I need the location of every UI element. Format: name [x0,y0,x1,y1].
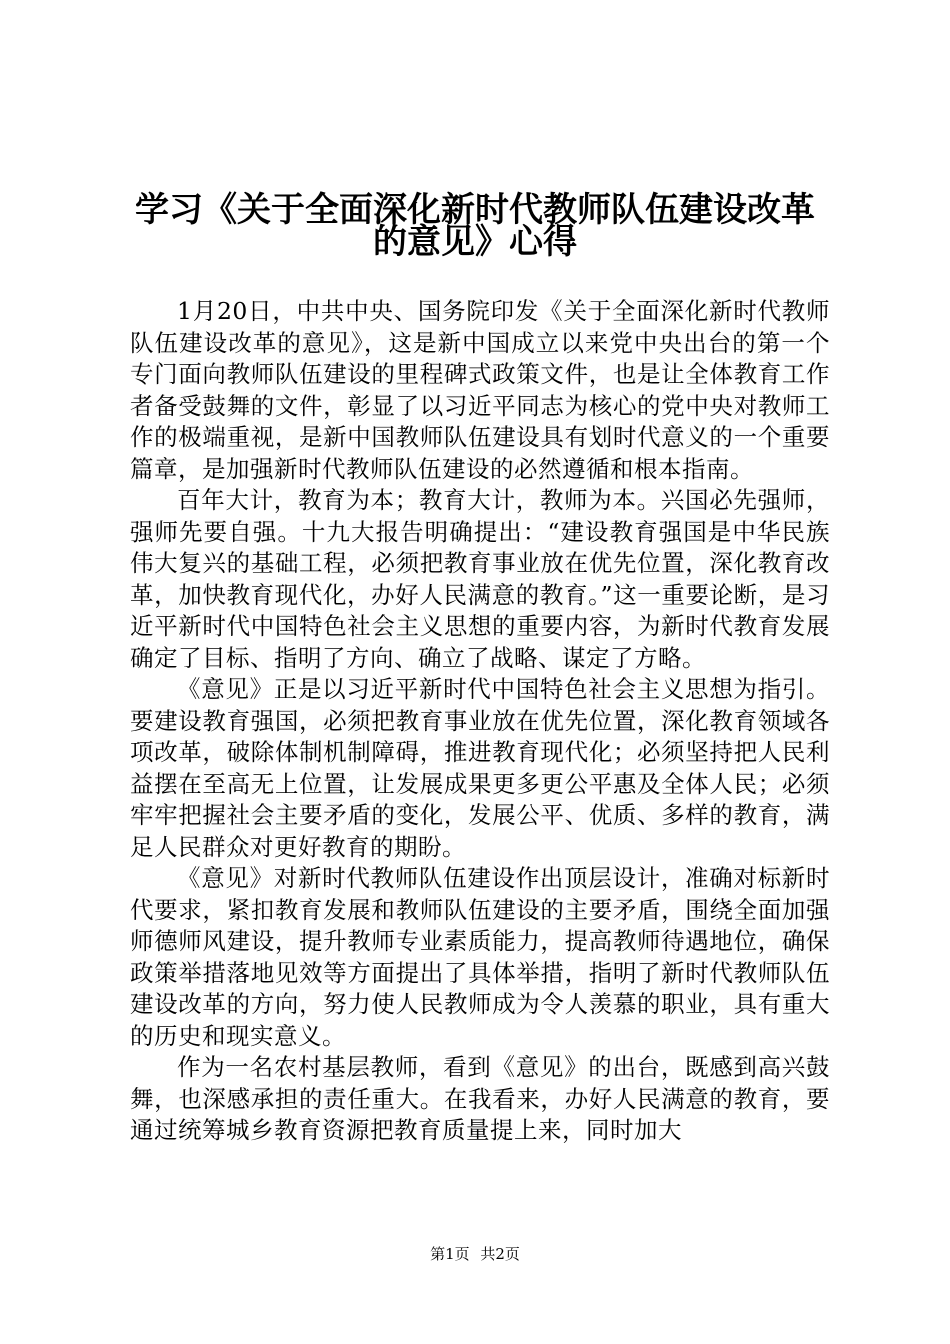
document-title-line-2: 的意见》心得 [373,222,577,262]
page-number: 第1页 [430,1245,470,1263]
document-body [130,296,830,1147]
body-paragraph: 《意见》对新时代教师队伍建设作出顶层设计，准确对标新时代要求，紧扣教育发展和教师队伍建设的主要矛盾，围绕全面加强师德师风建设，提升教师专业素质能力，提高教师待遇地位，确保政策举措落地见效等方面提出了具体举措，指明了新时代教师队伍建设改革的方向，努力使人民教师成为令人羡慕的职业，具有重大的历史和现实意义。 [130,864,830,1050]
body-paragraph: 1月20日，中共中央、国务院印发《关于全面深化新时代教师队伍建设改革的意见》，这是新中国成立以来党中央出台的第一个专门面向教师队伍建设的里程碑式政策文件，也是让全体教育工作者备受鼓舞的文件，彰显了以习近平同志为核心的党中央对教师工作的极端重视，是新中国教师队伍建设具有划时代意义的一个重要篇章，是加强新时代教师队伍建设的必然遵循和根本指南。 [130,297,830,483]
body-paragraph: 作为一名农村基层教师，看到《意见》的出台，既感到高兴鼓舞，也深感承担的责任重大。在我看来，办好人民满意的教育，要通过统筹城乡教育资源把教育质量提上来，同时加大 [130,1053,830,1144]
body-paragraph: 《意见》正是以习近平新时代中国特色社会主义思想为指引。要建设教育强国，必须把教育事业放在优先位置，深化教育领域各项改革，破除体制机制障碍，推进教育现代化；必须坚持把人民利益摆在至高无上位置，让发展成果更多更公平惠及全体人民；必须牢牢把握社会主要矛盾的变化，发展公平、优质、多样的教育，满足人民群众对更好教育的期盼。 [130,675,830,861]
body-paragraph: 百年大计，教育为本；教育大计，教师为本。兴国必先强师，强师先要自强。十九大报告明确提出：“建设教育强国是中华民族伟大复兴的基础工程，必须把教育事业放在优先位置，深化教育改革，加快教育现代化，办好人民满意的教育。”这一重要论断，是习近平新时代中国特色社会主义思想的重要内容，为新时代教育发展确定了目标、指明了方向、确立了战略、谋定了方略。 [130,486,830,672]
page-footer [0,1245,950,1263]
page-total: 共2页 [480,1245,520,1263]
document-title-line-1: 学习《关于全面深化新时代教师队伍建设改革 [135,190,815,230]
